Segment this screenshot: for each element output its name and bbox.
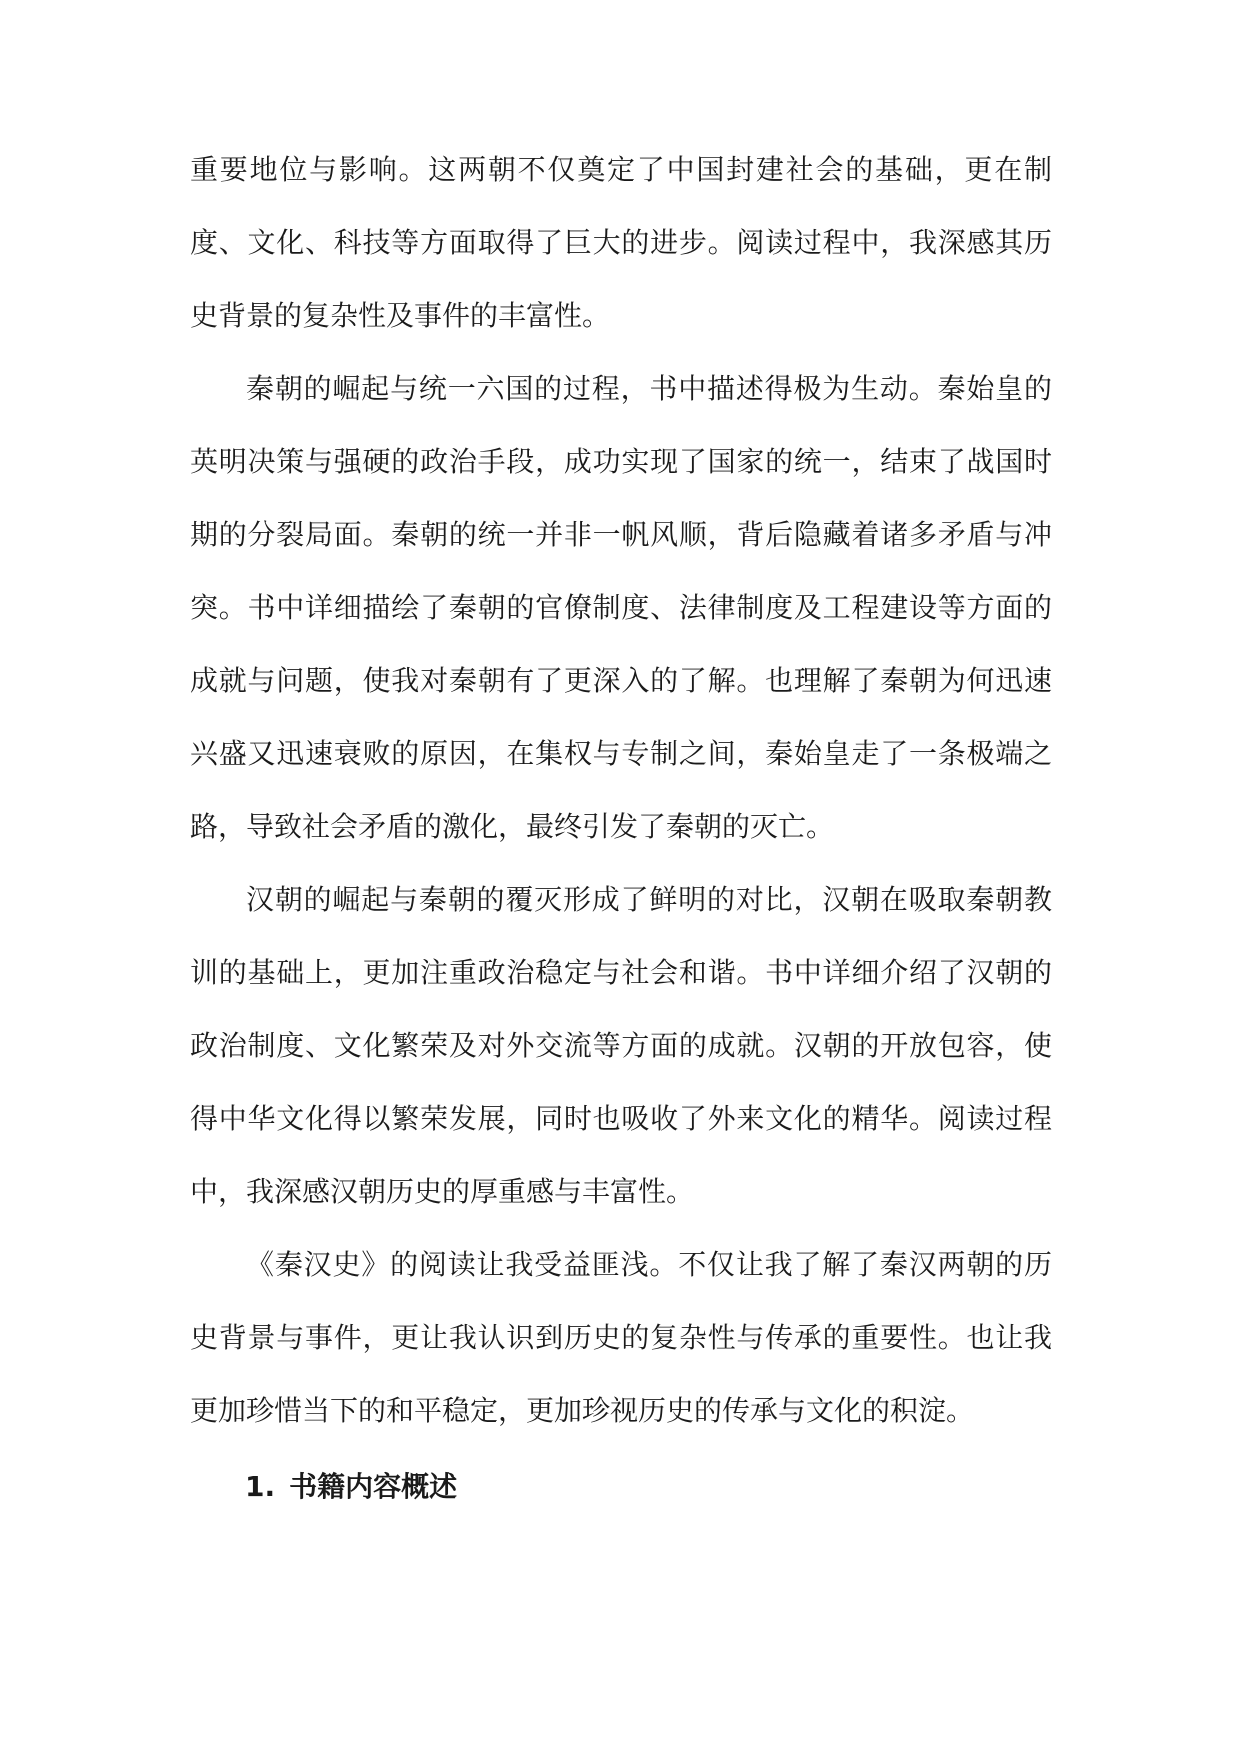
section-heading-title: 书籍内容概述 xyxy=(289,1470,458,1503)
document-body xyxy=(190,133,1052,1447)
paragraph-han-dynasty: 汉朝的崛起与秦朝的覆灭形成了鲜明的对比，汉朝在吸取秦朝教训的基础上，更加注重政治稳定与社会和谐。书中详细介绍了汉朝的政治制度、文化繁荣及对外交流等方面的成就。汉朝的开放包容，使得中华文化得以繁荣发展，同时也吸收了外来文化的精华。阅读过程中，我深感汉朝历史的厚重感与丰富性。 xyxy=(190,883,1052,1208)
section-heading xyxy=(245,1462,457,1512)
section-heading-number: 1. xyxy=(245,1470,276,1503)
paragraph-qin-dynasty: 秦朝的崛起与统一六国的过程，书中描述得极为生动。秦始皇的英明决策与强硬的政治手段，成功实现了国家的统一，结束了战国时期的分裂局面。秦朝的统一并非一帆风顺，背后隐藏着诸多矛盾与冲突。书中详细描绘了秦朝的官僚制度、法律制度及工程建设等方面的成就与问题，使我对秦朝有了更深入的了解。也理解了秦朝为何迅速兴盛又迅速衰败的原因，在集权与专制之间，秦始皇走了一条极端之路，导致社会矛盾的激化，最终引发了秦朝的灭亡。 xyxy=(190,372,1052,843)
paragraph-continuation: 重要地位与影响。这两朝不仅奠定了中国封建社会的基础，更在制度、文化、科技等方面取得了巨大的进步。阅读过程中，我深感其历史背景的复杂性及事件的丰富性。 xyxy=(190,153,1052,332)
paragraph-conclusion: 《秦汉史》的阅读让我受益匪浅。不仅让我了解了秦汉两朝的历史背景与事件，更让我认识到历史的复杂性与传承的重要性。也让我更加珍惜当下的和平稳定，更加珍视历史的传承与文化的积淀。 xyxy=(190,1248,1052,1427)
